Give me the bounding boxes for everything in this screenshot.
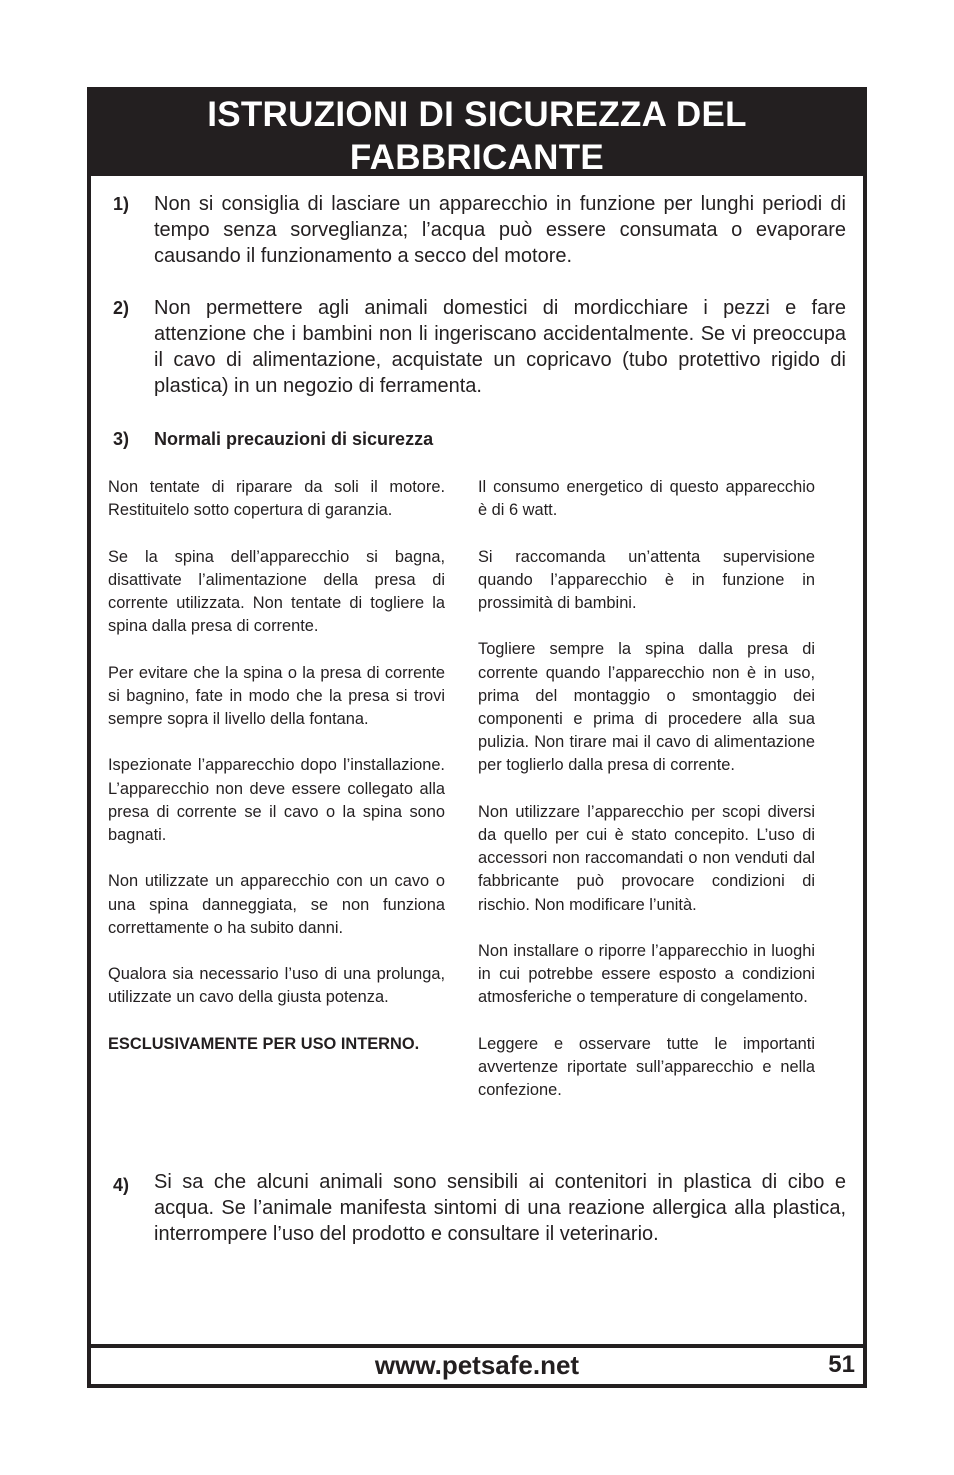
page-number: 51 <box>828 1351 855 1378</box>
precaution-paragraph: Si raccomanda un’attenta supervisione quando l’apparecchio è in funzione in prossimità di bambini. <box>478 547 815 612</box>
safety-item-3 <box>111 426 846 452</box>
precaution-paragraph: Non tentate di riparare da soli il motore. Restituitelo sotto copertura di garanzia. <box>108 478 445 520</box>
precaution-paragraph: Non utilizzate un apparecchio con un cavo o una spina danneggiata, se non funziona correttamente o ha subito danni. <box>108 872 445 937</box>
page-title-line-2: FABBRICANTE <box>349 138 605 177</box>
item-number: 2) <box>113 298 130 318</box>
precaution-paragraph: Leggere e osservare tutte le importanti avvertenze riportate sull’apparecchio e nella confezione. <box>478 1034 815 1100</box>
website-url: www.petsafe.net <box>374 1350 580 1380</box>
safety-item-4 <box>111 1169 846 1247</box>
page-title-line-1: ISTRUZIONI DI SICUREZZA DEL <box>207 95 747 134</box>
precautions-left-column <box>108 476 445 1079</box>
precaution-paragraph: Per evitare che la spina o la presa di corrente si bagnino, fate in modo che la presa si trovi sempre sopra il livello della fontana. <box>108 663 445 728</box>
page-frame <box>87 87 867 1388</box>
precautions-right-column <box>478 476 815 1126</box>
indoor-use-notice: ESCLUSIVAMENTE PER USO INTERNO. <box>108 1034 420 1053</box>
item-text: Si sa che alcuni animali sono sensibili ai contenitori in plastica di cibo e acqua. Se l’animale manifesta sintomi di una reazione allergica alla plastica, interrompere l’uso del prodotto e consultare il veterinario. <box>154 1171 846 1245</box>
item-text: Non permettere agli animali domestici di mordicchiare i pezzi e fare attenzione che i bambini non li ingeriscano accidentalmente. Se vi preoccupa il cavo di alimentazione, acquistate un copricavo (tubo protettivo rigido di plastica) in un negozio di ferramenta. <box>154 297 846 397</box>
precaution-paragraph: Qualora sia necessario l’uso di una prolunga, utilizzate un cavo della giusta potenza. <box>108 965 445 1007</box>
precaution-paragraph: Non utilizzare l’apparecchio per scopi diversi da quello per cui è stato concepito. L’uso di accessori non raccomandati o non venduti dal fabbricante può provocare condizioni di rischio. Non modificare l’unità. <box>478 802 815 914</box>
page-header <box>91 91 863 176</box>
item-number: 4) <box>113 1175 130 1195</box>
item-text: Non si consiglia di lasciare un apparecchio in funzione per lunghi periodi di tempo senza sorveglianza; l’acqua può essere consumata o evaporare causando il funzionamento a secco del motore. <box>154 193 846 267</box>
item-heading: Normali precauzioni di sicurezza <box>154 429 434 449</box>
item-number: 1) <box>113 194 130 214</box>
page-footer <box>91 1344 863 1384</box>
precaution-paragraph: Il consumo energetico di questo apparecchio è di 6 watt. <box>478 478 815 520</box>
safety-item-1 <box>111 191 846 269</box>
precaution-paragraph: Ispezionate l’apparecchio dopo l’installazione. L’apparecchio non deve essere collegato alla presa di corrente se il cavo o la spina sono bagnati. <box>108 756 445 844</box>
precaution-paragraph: Togliere sempre la spina dalla presa di corrente quando l’apparecchio non è in uso, prima del montaggio o smontaggio dei componenti e prima di procedere alla sua pulizia. Non tirare mai il cavo di alimentazione per toglierlo dalla presa di corrente. <box>478 640 815 775</box>
precaution-paragraph: Se la spina dell’apparecchio si bagna, disattivate l’alimentazione della presa di corrente utilizzata. Non tentate di togliere la spina dalla presa di corrente. <box>108 547 445 636</box>
item-number: 3) <box>113 429 130 449</box>
safety-item-2 <box>111 295 846 399</box>
precaution-paragraph: Non installare o riporre l’apparecchio in luoghi in cui potrebbe essere esposto a condizioni atmosferiche o temperature di congelamento. <box>478 942 815 1007</box>
